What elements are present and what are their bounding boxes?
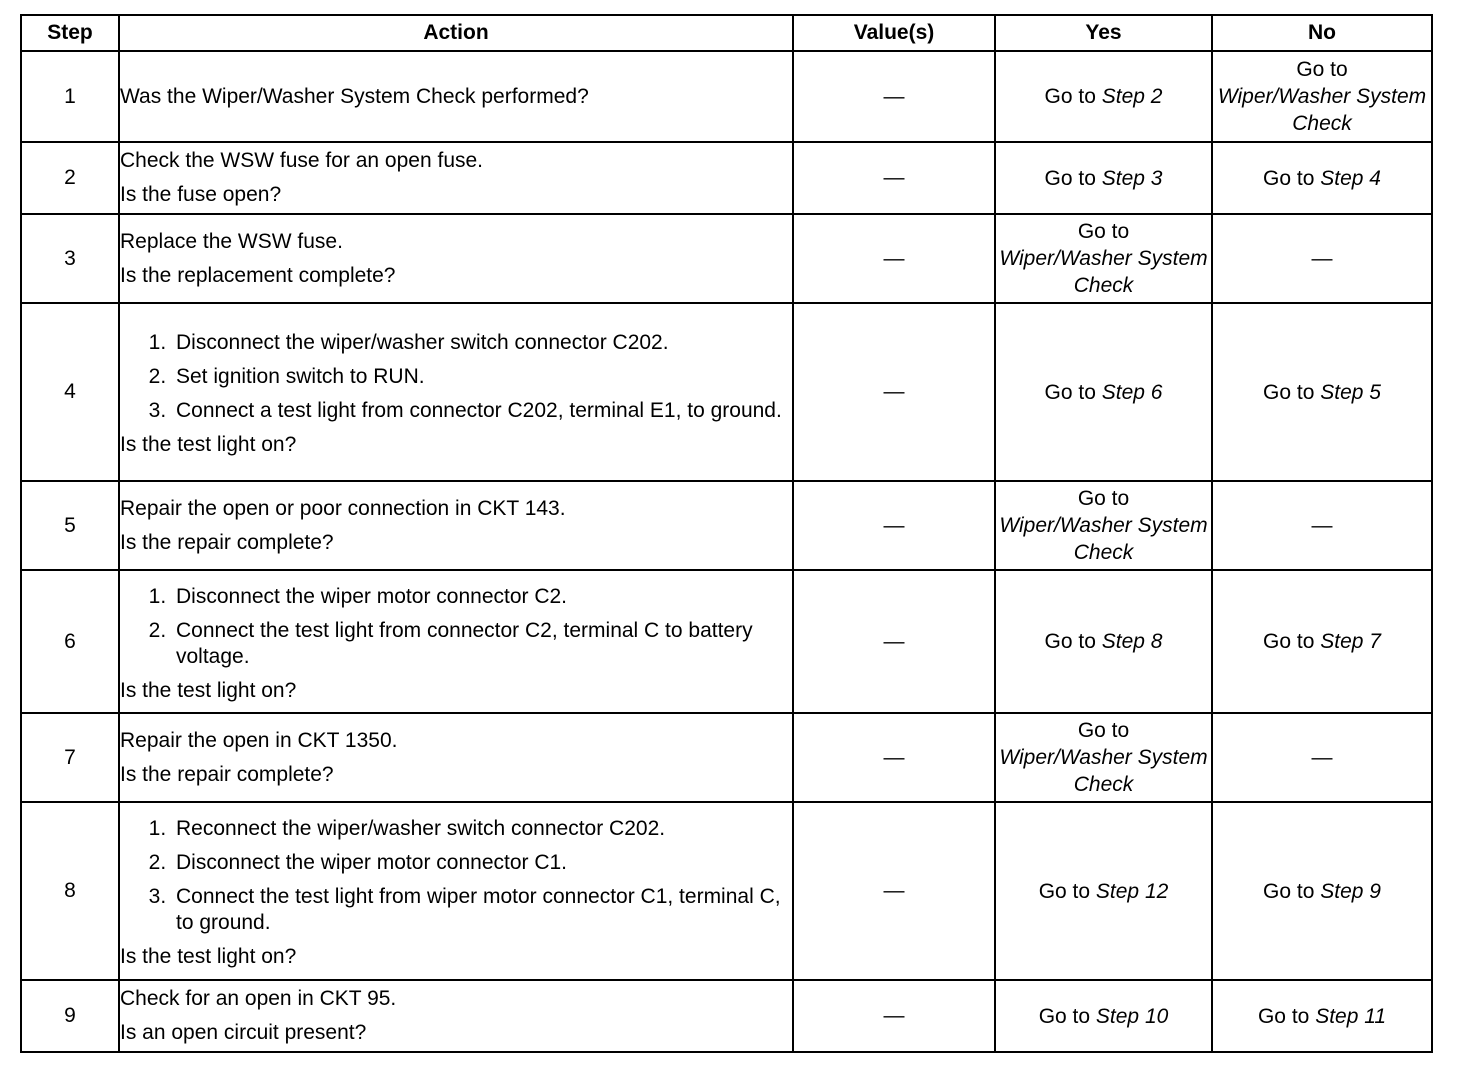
action-line: Replace the WSW fuse.: [120, 229, 343, 253]
action-question: Is the test light on?: [120, 433, 297, 456]
header-no: No: [1212, 15, 1432, 51]
yes-cell: [995, 481, 1212, 570]
no-cell: —: [1212, 214, 1432, 303]
yes-cell: [995, 980, 1212, 1052]
step-number: 1: [21, 51, 119, 142]
no-goto-target: Step 5: [1320, 380, 1381, 404]
action-item: 1. Disconnect the wiper motor connector C2.: [172, 584, 792, 610]
action-item: 2. Disconnect the wiper motor connector C1.: [172, 850, 792, 876]
action-list: [120, 816, 792, 936]
no-goto-target: Wiper/Washer System Check: [1217, 85, 1427, 135]
value-cell: —: [793, 51, 995, 142]
step-number: 3: [21, 214, 119, 303]
no-cell: [1212, 802, 1432, 980]
action-cell: [119, 214, 793, 303]
action-cell: [119, 980, 793, 1052]
no-goto-target: Step 11: [1315, 1004, 1387, 1028]
action-item: 2. Set ignition switch to RUN.: [172, 364, 792, 390]
no-goto-prefix: Go to: [1263, 380, 1315, 404]
yes-goto-target: Step 10: [1095, 1004, 1169, 1028]
action-line: Is the repair complete?: [120, 530, 334, 554]
table-row: [21, 713, 1432, 802]
action-list: [120, 584, 792, 670]
action-item: 1. Disconnect the wiper/washer switch connector C202.: [172, 330, 792, 356]
action-cell: [119, 481, 793, 570]
yes-goto-prefix: Go to: [1077, 719, 1130, 742]
header-yes: Yes: [995, 15, 1212, 51]
no-goto-prefix: Go to: [1263, 630, 1315, 653]
action-question: Is the test light on?: [120, 945, 297, 968]
step-number: 8: [21, 802, 119, 980]
action-line: Is the replacement complete?: [120, 263, 396, 287]
value-cell: —: [793, 713, 995, 802]
action-line: Repair the open or poor connection in CKT 143.: [120, 496, 566, 520]
step-number: 4: [21, 303, 119, 481]
table-row: [21, 481, 1432, 570]
table-row: [21, 802, 1432, 980]
no-cell: [1212, 51, 1432, 142]
action-cell: [119, 142, 793, 214]
step-number: 5: [21, 481, 119, 570]
value-cell: —: [793, 303, 995, 481]
step-number: 2: [21, 142, 119, 214]
yes-goto-target: Step 6: [1101, 380, 1163, 404]
no-cell: —: [1212, 713, 1432, 802]
action-line: Is the repair complete?: [120, 762, 334, 786]
yes-goto-target: Step 2: [1101, 85, 1163, 108]
yes-goto-target: Step 8: [1101, 630, 1163, 653]
yes-goto-prefix: Go to: [1044, 380, 1096, 404]
yes-cell: [995, 713, 1212, 802]
yes-goto-target: Step 12: [1095, 879, 1169, 903]
no-cell: [1212, 570, 1432, 713]
yes-goto-target: Wiper/Washer System Check: [999, 514, 1208, 564]
action-line: Repair the open in CKT 1350.: [120, 728, 398, 752]
yes-goto-prefix: Go to: [1044, 166, 1096, 190]
no-cell: [1212, 980, 1432, 1052]
step-number: 7: [21, 713, 119, 802]
value-cell: —: [793, 980, 995, 1052]
no-cell: [1212, 303, 1432, 481]
yes-cell: [995, 570, 1212, 713]
yes-goto-target: Wiper/Washer System Check: [999, 746, 1208, 796]
value-cell: —: [793, 214, 995, 303]
step-number: 9: [21, 980, 119, 1052]
no-goto-prefix: Go to: [1296, 58, 1348, 81]
table-row: [21, 570, 1432, 713]
yes-goto-prefix: Go to: [1038, 879, 1091, 903]
yes-goto-prefix: Go to: [1077, 487, 1130, 510]
action-line: Check for an open in CKT 95.: [120, 987, 397, 1010]
header-action: Action: [119, 15, 793, 51]
action-cell: [119, 570, 793, 713]
yes-goto-prefix: Go to: [1044, 85, 1096, 108]
no-cell: —: [1212, 481, 1432, 570]
action-cell: [119, 713, 793, 802]
step-number: 6: [21, 570, 119, 713]
table-row: [21, 214, 1432, 303]
yes-goto-prefix: Go to: [1038, 1004, 1091, 1028]
no-cell: [1212, 142, 1432, 214]
no-goto-target: Step 4: [1320, 166, 1381, 190]
no-goto-prefix: Go to: [1257, 1004, 1310, 1028]
action-list: [120, 330, 792, 424]
yes-goto-target: Wiper/Washer System Check: [999, 247, 1208, 297]
table-row: [21, 980, 1432, 1052]
no-goto-target: Step 7: [1320, 630, 1381, 653]
action-item: 3. Connect a test light from connector C202, terminal E1, to ground.: [172, 398, 792, 424]
diagnostic-table: [20, 14, 1433, 1053]
action-item: 3. Connect the test light from wiper motor connector C1, terminal C, to ground.: [172, 884, 792, 936]
action-question: Is the test light on?: [120, 678, 297, 702]
yes-cell: [995, 51, 1212, 142]
header-row: [21, 15, 1432, 51]
table-row: [21, 142, 1432, 214]
no-goto-prefix: Go to: [1263, 879, 1315, 903]
action-line: Was the Wiper/Washer System Check performed?: [120, 84, 589, 108]
yes-goto-prefix: Go to: [1077, 220, 1130, 243]
value-cell: —: [793, 481, 995, 570]
action-line: Is the fuse open?: [120, 183, 282, 206]
header-values: Value(s): [793, 15, 995, 51]
value-cell: —: [793, 142, 995, 214]
yes-cell: [995, 214, 1212, 303]
value-cell: —: [793, 802, 995, 980]
action-cell: [119, 303, 793, 481]
yes-cell: [995, 802, 1212, 980]
yes-goto-prefix: Go to: [1044, 630, 1096, 653]
action-line: Is an open circuit present?: [120, 1021, 367, 1044]
table-row: [21, 51, 1432, 142]
value-cell: —: [793, 570, 995, 713]
yes-goto-target: Step 3: [1101, 166, 1163, 190]
yes-cell: [995, 142, 1212, 214]
action-cell: [119, 51, 793, 142]
no-goto-target: Step 9: [1320, 879, 1381, 903]
no-goto-prefix: Go to: [1263, 166, 1315, 190]
action-cell: [119, 802, 793, 980]
table-row: [21, 303, 1432, 481]
yes-cell: [995, 303, 1212, 481]
action-item: 2. Connect the test light from connector C2, terminal C to battery voltage.: [172, 618, 792, 670]
header-step: Step: [21, 15, 119, 51]
action-line: Check the WSW fuse for an open fuse.: [120, 149, 484, 172]
action-item: 1. Reconnect the wiper/washer switch connector C202.: [172, 816, 792, 842]
